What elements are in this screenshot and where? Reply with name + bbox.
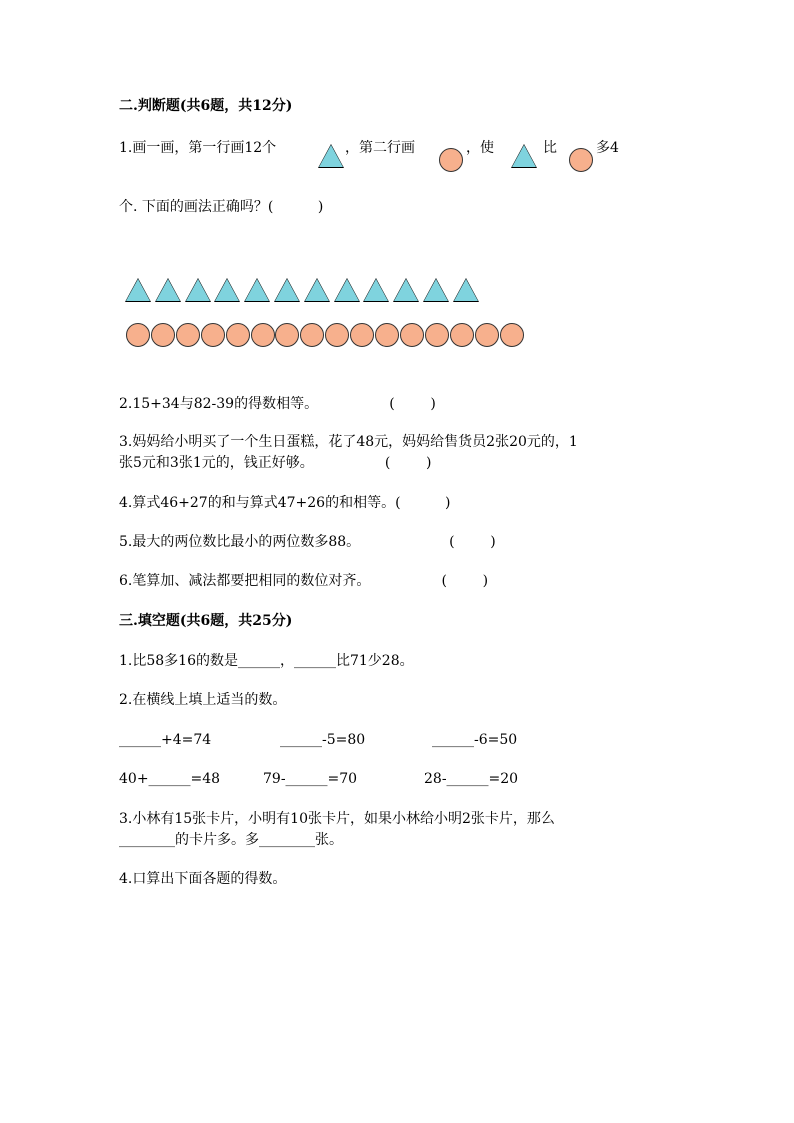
fill-item: ______+4=74 (119, 732, 212, 748)
section-2-heading: 二.判断题(共6题，共12分) (119, 98, 293, 114)
fill-question-4: 4.口算出下面各题的得数。 (119, 871, 287, 887)
q1-text-part1: 1.画一画，第一行画12个 (119, 140, 277, 156)
triangle-icon (393, 278, 419, 302)
triangle-row (125, 278, 485, 304)
q1-text-part4: 比 (543, 140, 557, 156)
q1-text-part3: ，使 (466, 140, 494, 156)
circle-icon (569, 148, 593, 172)
question-3-line2: 张5元和3张1元的，钱正好够。 ( ) (119, 455, 432, 471)
circle-icon (325, 323, 349, 347)
triangle-icon (125, 278, 151, 302)
q1-text-line2: 个. 下面的画法正确吗？( ) (119, 199, 324, 215)
question-6: 6.笔算加、减法都要把相同的数位对齐。 ( ) (119, 573, 489, 589)
circle-icon (275, 323, 299, 347)
fill-question-3-line2: ________的卡片多。多________张。 (119, 832, 343, 848)
fill-item: ______-6=50 (432, 732, 518, 748)
q1-text-part2: ，第二行画 (345, 140, 415, 156)
triangle-icon (453, 278, 479, 302)
triangle-icon (244, 278, 270, 302)
circle-icon (439, 148, 463, 172)
circle-icon (176, 323, 200, 347)
fill-item: ______-5=80 (280, 732, 366, 748)
section-3-heading: 三.填空题(共6题，共25分) (119, 613, 293, 629)
triangle-icon (185, 278, 211, 302)
fill-question-1: 1.比58多16的数是______，______比71少28。 (119, 653, 414, 669)
question-4: 4.算式46+27的和与算式47+26的和相等。( ) (119, 495, 451, 511)
circle-icon (201, 323, 225, 347)
fill-question-2: 2.在横线上填上适当的数。 (119, 692, 287, 708)
triangle-icon (214, 278, 240, 302)
fill-question-3-line1: 3.小林有15张卡片，小明有10张卡片，如果小林给小明2张卡片，那么 (119, 811, 555, 827)
fill-item: 79-______=70 (263, 771, 358, 787)
circle-row (126, 323, 526, 349)
triangle-icon (155, 278, 181, 302)
q1-text-part5: 多4 (596, 140, 619, 156)
triangle-icon (511, 144, 537, 168)
circle-icon (475, 323, 499, 347)
triangle-icon (334, 278, 360, 302)
circle-icon (450, 323, 474, 347)
circle-icon (126, 323, 150, 347)
question-3-line1: 3.妈妈给小明买了一个生日蛋糕，花了48元，妈妈给售货员2张20元的，1 (119, 434, 578, 450)
triangle-icon (318, 144, 344, 168)
circle-icon (400, 323, 424, 347)
triangle-icon (423, 278, 449, 302)
circle-icon (251, 323, 275, 347)
circle-icon (500, 323, 524, 347)
circle-icon (375, 323, 399, 347)
circle-icon (350, 323, 374, 347)
triangle-icon (363, 278, 389, 302)
circle-icon (151, 323, 175, 347)
fill-item: 40+______=48 (119, 771, 221, 787)
question-5: 5.最大的两位数比最小的两位数多88。 ( ) (119, 534, 496, 550)
triangle-icon (274, 278, 300, 302)
circle-icon (425, 323, 449, 347)
circle-icon (300, 323, 324, 347)
question-2: 2.15+34与82-39的得数相等。 ( ) (119, 396, 436, 412)
circle-icon (226, 323, 250, 347)
fill-item: 28-______=20 (424, 771, 519, 787)
triangle-icon (304, 278, 330, 302)
